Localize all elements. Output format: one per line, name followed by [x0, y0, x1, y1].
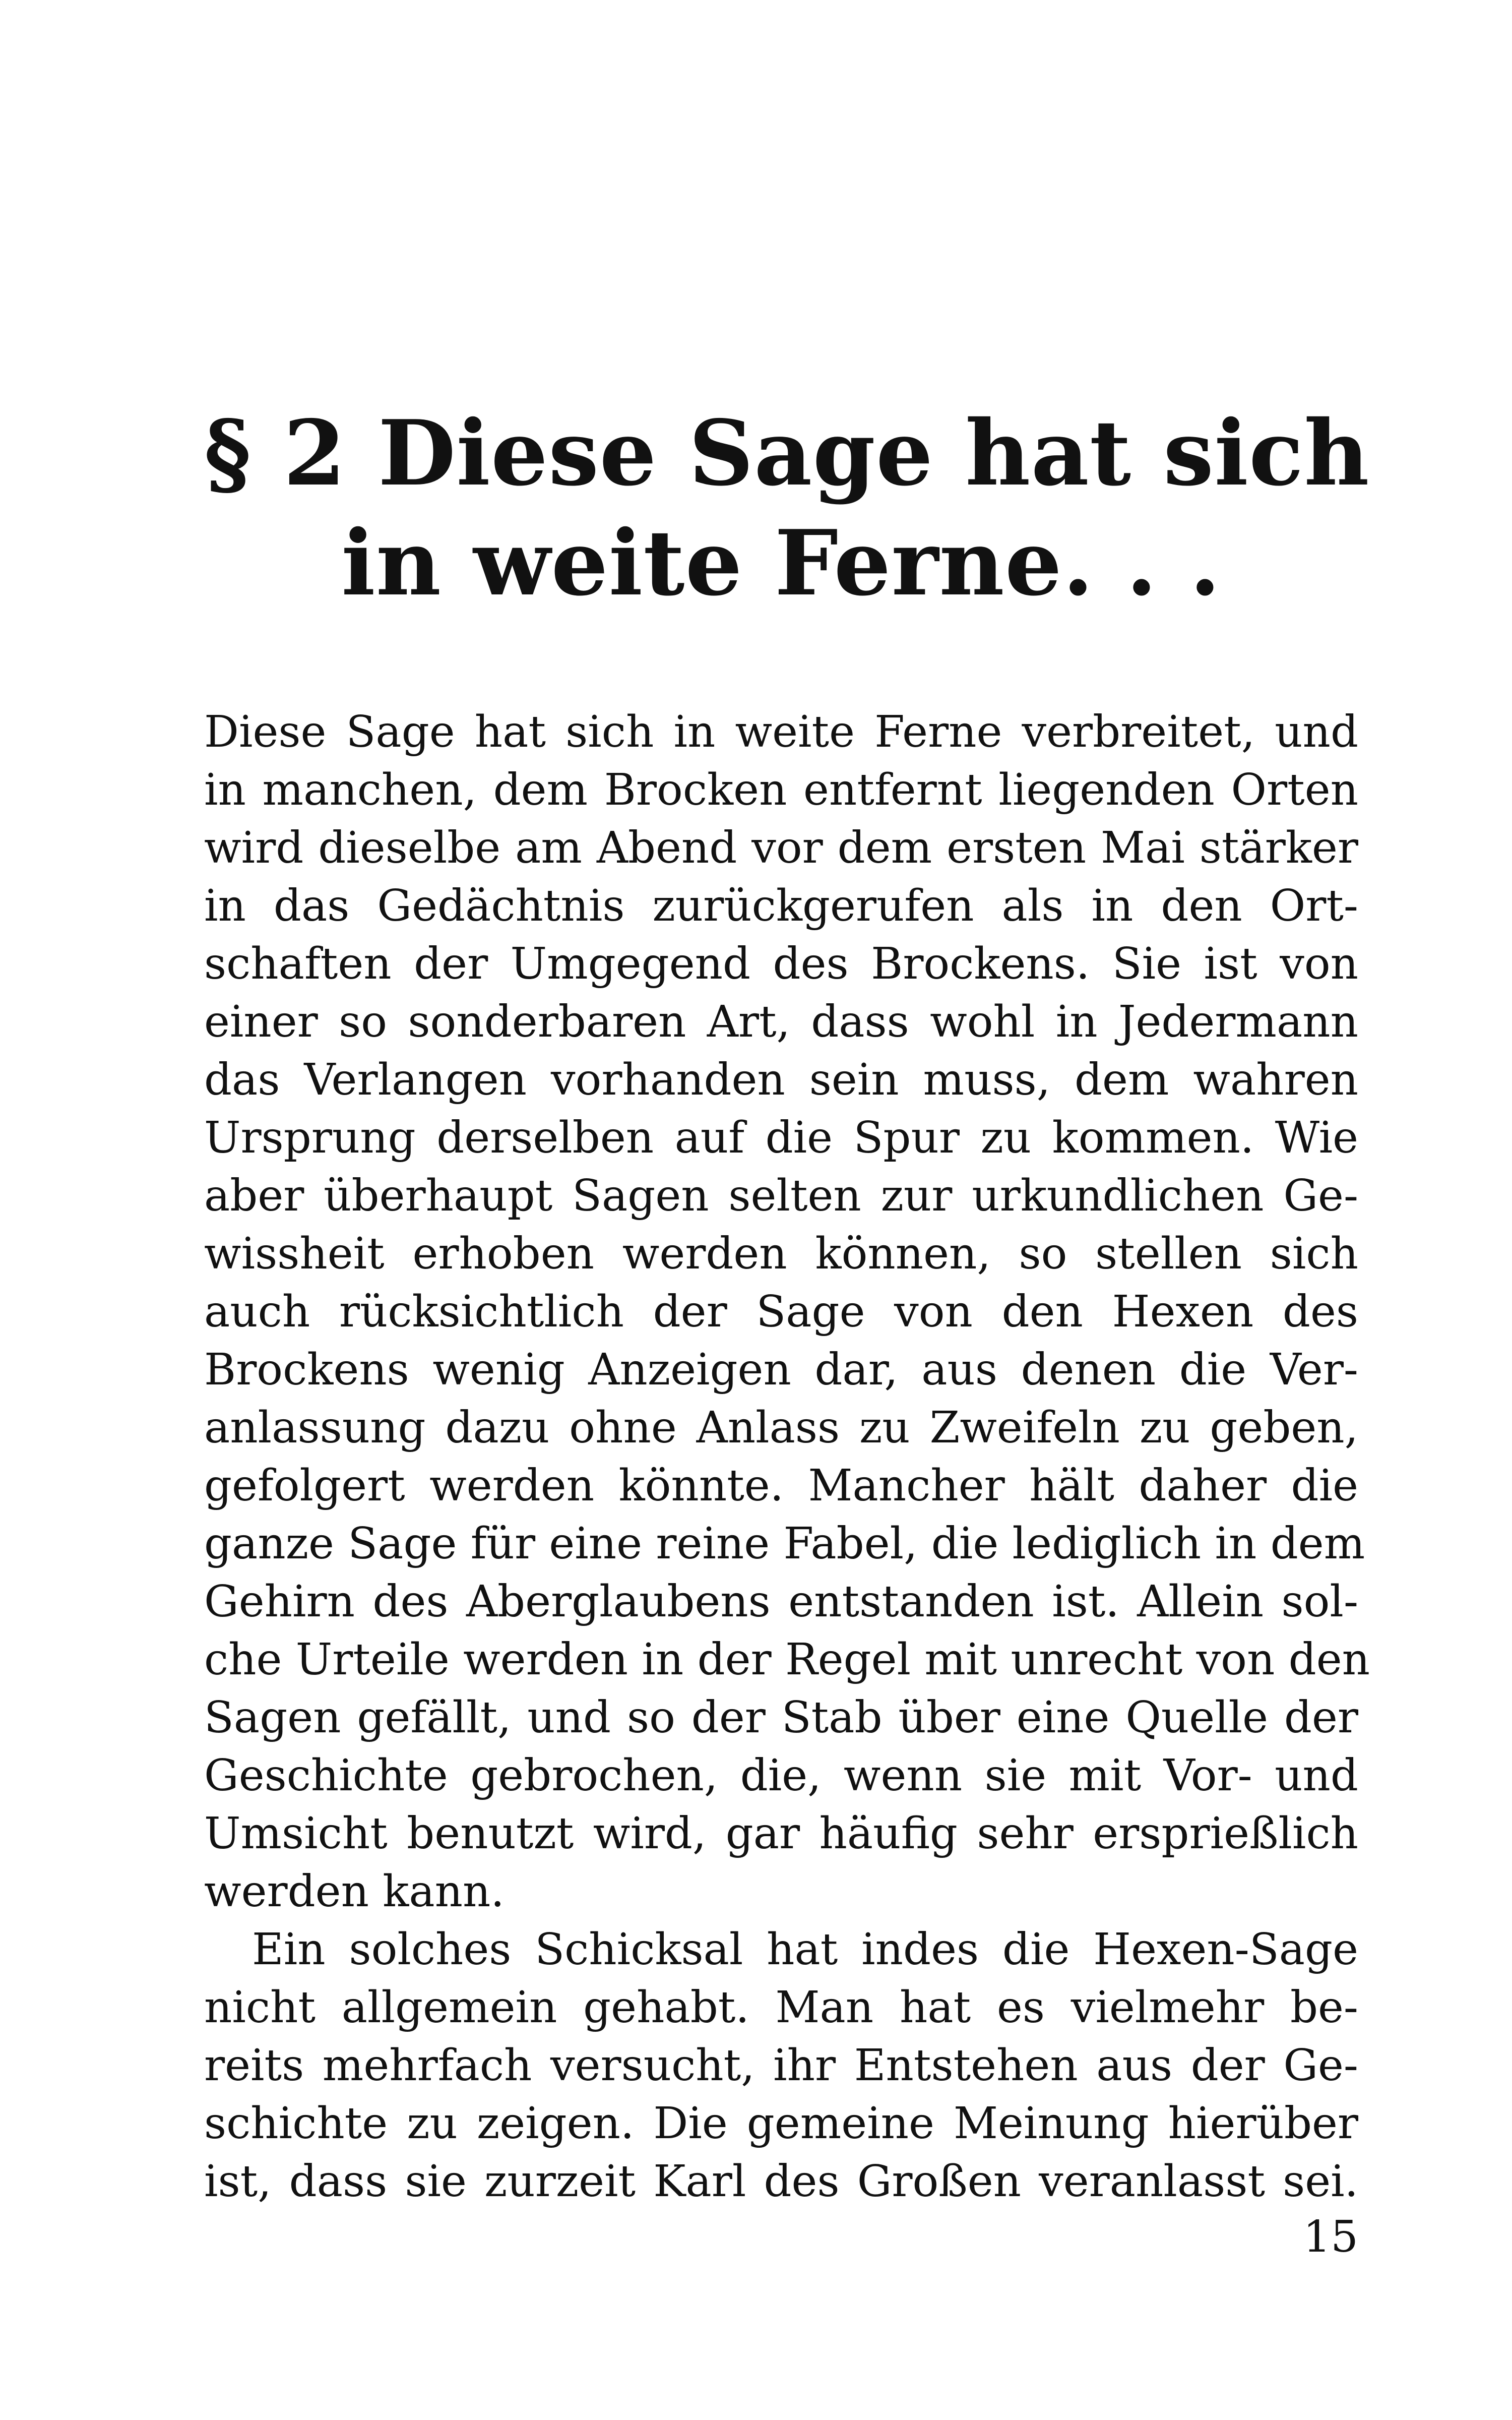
- paragraph: [204, 1921, 1358, 2211]
- text-line: in das Gedächtnis zurückgerufen als in den Ort-: [204, 881, 1358, 931]
- text-line: schaften der Umgegend des Brockens. Sie ist von: [204, 939, 1358, 989]
- text-line: das Verlangen vorhanden sein muss, dem wahren: [204, 1055, 1358, 1105]
- chapter-title-line: § 2 Diese Sage hat sich: [204, 400, 1370, 506]
- text-line: Diese Sage hat sich in weite Ferne verbreitet, und: [204, 707, 1358, 757]
- text-line: aber überhaupt Sagen selten zur urkundlichen Ge-: [204, 1171, 1358, 1221]
- text-line: anlassung dazu ohne Anlass zu Zweifeln zu geben,: [204, 1403, 1358, 1453]
- body-text: [204, 703, 1370, 2211]
- text-line: auch rücksichtlich der Sage von den Hexen des: [204, 1287, 1358, 1337]
- text-line: ist, dass sie zurzeit Karl des Großen veranlasst sei.: [204, 2156, 1358, 2207]
- text-line: reits mehrfach versucht, ihr Entstehen aus der Ge-: [204, 2040, 1358, 2091]
- text-line: Gehirn des Aberglaubens entstanden ist. Allein sol-: [204, 1577, 1358, 1627]
- chapter-title-line: in weite Ferne. . .: [341, 510, 1221, 616]
- text-line: Ursprung derselben auf die Spur zu kommen. Wie: [204, 1113, 1358, 1163]
- chapter-title: [204, 398, 1370, 618]
- text-line: einer so sonderbaren Art, dass wohl in Jedermann: [204, 997, 1358, 1047]
- text-line: Ein solches Schicksal hat indes die Hexen-Sage: [252, 1924, 1358, 1975]
- text-line: schichte zu zeigen. Die gemeine Meinung hierüber: [204, 2098, 1358, 2149]
- text-line: werden kann.: [204, 1866, 505, 1917]
- text-line: Sagen gefällt, und so der Stab über eine Quelle der: [204, 1692, 1358, 1743]
- text-line: in manchen, dem Brocken entfernt liegenden Orten: [204, 765, 1358, 815]
- page-number: 15: [1303, 2212, 1358, 2262]
- text-line: wissheit erhoben werden können, so stellen sich: [204, 1229, 1358, 1279]
- text-line: nicht allgemein gehabt. Man hat es vielmehr be-: [204, 1982, 1358, 2033]
- text-line: Geschichte gebrochen, die, wenn sie mit Vor- und: [204, 1750, 1358, 1801]
- text-line: ganze Sage für eine reine Fabel, die lediglich in dem: [204, 1519, 1365, 1569]
- text-line: gefolgert werden könnte. Mancher hält daher die: [204, 1461, 1358, 1511]
- text-line: Umsicht benutzt wird, gar häufig sehr ersprießlich: [204, 1808, 1358, 1859]
- text-line: che Urteile werden in der Regel mit unrecht von den: [204, 1635, 1370, 1685]
- text-line: Brockens wenig Anzeigen dar, aus denen die Ver-: [204, 1345, 1358, 1395]
- text-line: wird dieselbe am Abend vor dem ersten Mai stärker: [204, 823, 1358, 873]
- paragraph: [204, 703, 1370, 1921]
